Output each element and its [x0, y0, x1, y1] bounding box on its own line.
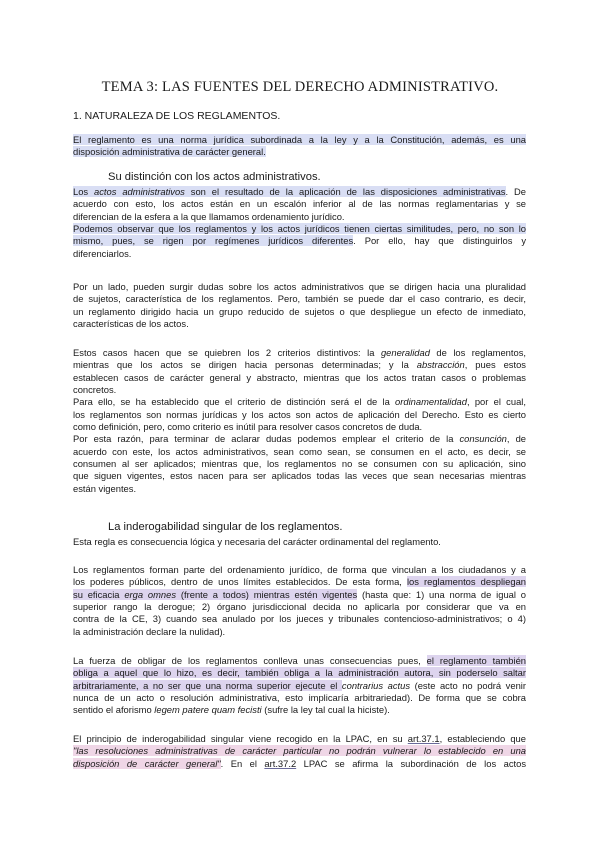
text-line: consumen al ser aplicados; mientras que, los reglamentos no se consumen con su aplicación, sino	[73, 458, 526, 470]
text-line: de sujetos, característica de los reglamentos. Pero, también se puede dar el caso contrario, es decir,	[73, 293, 526, 305]
text-run-highlight: los reglamentos despliegan	[406, 576, 526, 588]
definition-paragraph	[73, 134, 526, 159]
text-run: , pues estos	[464, 359, 526, 371]
quote-highlight: disposición de carácter general"	[73, 757, 221, 769]
text-run: (este acto no podrá venir	[410, 679, 526, 691]
text-line: Por un lado, pueden surgir dudas sobre los actos administrativos que se dirigen hacia una pluralidad	[73, 281, 526, 292]
quote-highlight: "las resoluciones administrativas de carácter particular no podrán vulnerar lo establecido en una	[73, 745, 526, 757]
text-line: la administración declare la nulidad).	[73, 625, 226, 637]
text-line: concretos.	[73, 384, 117, 396]
text-run-highlight: mismo, pues, se rigen por regímenes jurídicos diferentes	[73, 235, 354, 247]
text-run: su eficacia	[73, 588, 125, 600]
article-reference: art.37.2	[264, 757, 297, 769]
text-line: están vigentes.	[73, 482, 137, 494]
text-line: Esta regla es consecuencia lógica y necesaria del carácter ordinamental del reglamento.	[73, 536, 441, 547]
text-run: los poderes públicos, dentro de unos límites establecidos. De esta forma,	[73, 576, 407, 588]
text-line: diferencian de la esfera a la que llamamos ordenamiento jurídico.	[73, 210, 345, 222]
paragraph-actos	[73, 186, 526, 260]
text-run: La fuerza de obligar de los reglamentos conlleva unas consecuencias pues,	[73, 655, 427, 666]
subheading-inderogabilidad: La inderogabilidad singular de los reglamentos.	[108, 521, 343, 533]
text-run: sentido el aforismo	[73, 704, 155, 716]
text-run-italic: ordinamentalidad	[395, 396, 467, 408]
text-line: acuerdo con este, los actos administrativos, sean como sean, se consumen en el acto, es decir, se	[73, 445, 526, 457]
text-run: (hasta que: 1) una norma de igual o	[357, 588, 526, 600]
paragraph-erga-omnes	[73, 564, 526, 638]
text-run: mientras que los actos se dirigen hacia personas determinadas; y la	[73, 359, 417, 371]
text-run-italic: legem patere quam fecisti	[154, 704, 262, 716]
text-line-highlight: obliga a aquel que lo hizo, es decir, también obliga a la administración autora, sin poderselo saltar	[73, 667, 526, 679]
paragraph-criterios	[73, 347, 526, 495]
text-line: contra de la CE, 3) cuando sea anulado por los jueces y tribunales contencioso-administrativos; o 4)	[73, 613, 526, 625]
text-run: . En el	[220, 757, 265, 769]
text-line: que siguen vigentes, estos nacen para ser aplicados todas las veces que sean necesarias mientras	[73, 470, 526, 482]
text-run-italic: contrarius actus	[341, 679, 411, 691]
text-run: , de	[506, 433, 526, 445]
section-heading: 1. NATURALEZA DE LOS REGLAMENTOS.	[73, 110, 281, 122]
text-line-highlight: Podemos observar que los reglamentos y los actos jurídicos tienen ciertas similitudes, pero, no son lo	[73, 223, 526, 235]
paragraph-regla	[73, 536, 526, 548]
subheading-distinction: Su distinción con los actos administrativos.	[108, 171, 321, 183]
text-line: acuerdo con esto, los actos están en un escalón inferior al de las normas reglamentarias y se	[73, 198, 526, 210]
page-title: TEMA 3: LAS FUENTES DEL DERECHO ADMINISTRATIVO.	[101, 79, 499, 95]
text-line: un reglamento dirigido hacia un grupo reducido de sujetos o que despliegue un efecto de inmediato,	[73, 305, 526, 317]
text-run: . De	[505, 186, 526, 197]
text-run-highlight: el reglamento también	[426, 655, 526, 666]
article-reference: art.37.1	[407, 733, 440, 744]
text-run: El principio de inderogabilidad singular viene recogido en la LPAC, en su	[73, 733, 408, 744]
text-run: (frente a todos) mientras estén vigentes	[176, 588, 358, 600]
text-run-italic: actos administrativos	[94, 186, 185, 197]
text-line: diferenciarlos.	[73, 247, 132, 259]
text-run-italic: generalidad	[380, 347, 430, 358]
text-run-italic: abstracción	[416, 359, 465, 371]
text-run-highlight: arbitrariamente, a no ser que una norma superior ejecute el	[73, 679, 342, 691]
text-line: los reglamentos son normas jurídicas y los actos son actos de aplicación del Derecho. Esto es cierto	[73, 408, 526, 420]
definition-line-2: disposición administrativa de carácter general.	[73, 146, 266, 158]
text-line: establecen casos de carácter general y abstracto, mientras que los actos tratan casos o problemas	[73, 371, 526, 383]
text-line: características de los actos.	[73, 318, 189, 330]
text-run: , estableciendo que	[439, 733, 526, 744]
text-run: . Por ello, hay que distinguirlos y	[353, 235, 527, 247]
text-run: Los	[73, 186, 95, 197]
text-run: LPAC se afirma la subordinación de los actos	[296, 757, 527, 769]
text-run: , por el cual,	[466, 396, 526, 408]
text-run-italic: consunción	[459, 433, 507, 445]
text-line: nunca de un acto o resolución administrativa, esto implicaría arbitrariedad). De forma que se cobra	[73, 692, 526, 704]
text-run: (sufre la ley tal cual la hiciste).	[261, 704, 390, 716]
text-run-italic: erga omnes	[124, 588, 177, 600]
paragraph-principio	[73, 733, 526, 770]
paragraph-dudas	[73, 281, 526, 330]
text-run: Para ello, se ha establecido que el criterio de distinción será el de la	[73, 396, 396, 408]
text-run: Por esta razón, para terminar de aclarar dudas podemos emplear el criterio de la	[73, 433, 460, 445]
text-line: como definición, pero, como criterio es inútil para resolver casos concretos de duda.	[73, 421, 423, 433]
paragraph-fuerza	[73, 655, 526, 717]
text-run: son el resultado de la aplicación de las disposiciones administrativas	[184, 186, 506, 197]
definition-line-1: El reglamento es una norma jurídica subordinada a la ley y a la Constitución, además, es una	[73, 134, 526, 145]
text-line: Los reglamentos forman parte del ordenamiento jurídico, de forma que vinculan a los ciudadanos y a	[73, 564, 526, 575]
text-run: Estos casos hacen que se quiebren los 2 criterios distintivos: la	[73, 347, 381, 358]
text-line: superior rango la derogue; 2) órgano jurisdiccional decida no aplicarla por considerar que va en	[73, 601, 526, 613]
text-run: de los reglamentos,	[429, 347, 527, 358]
